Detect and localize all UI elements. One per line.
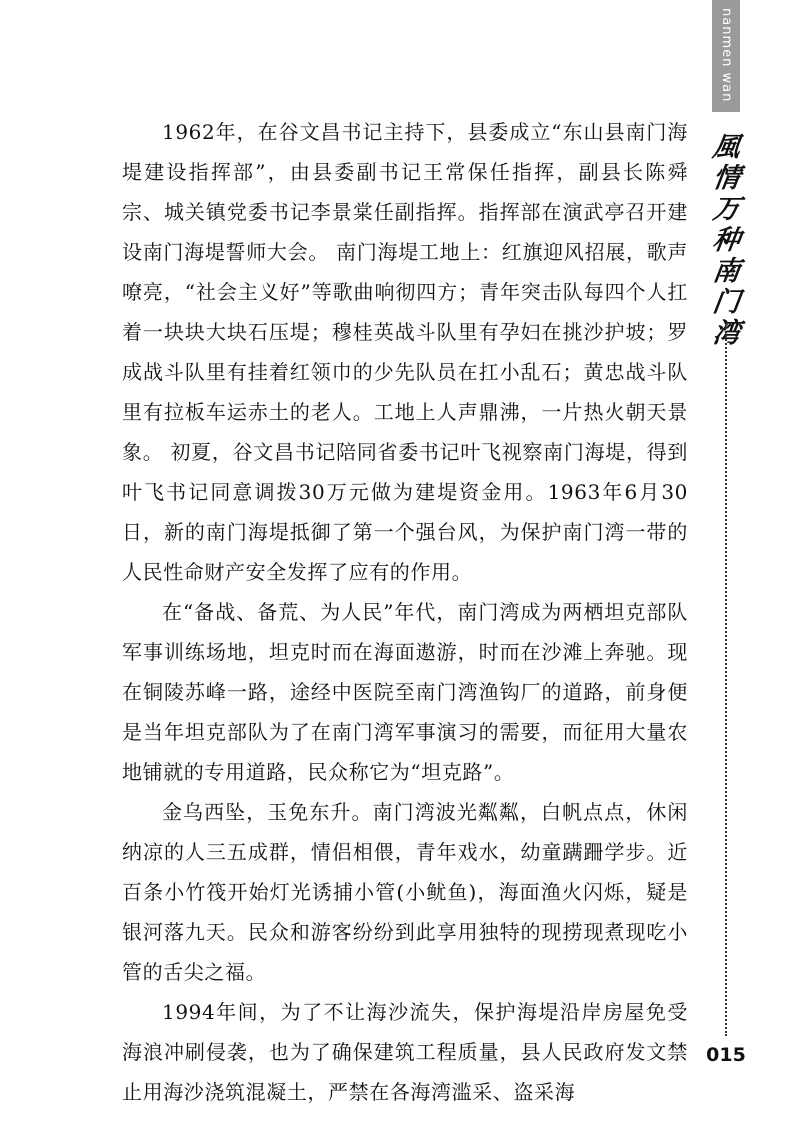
title-char: 湾: [710, 318, 742, 349]
title-char: 万: [710, 194, 742, 225]
body-text: [122, 112, 688, 1104]
title-char: 南: [710, 256, 742, 287]
dotted-divider: [725, 324, 727, 1036]
paragraph-2: 在“备战、备荒、为人民”年代，南门湾成为两栖坦克部队军事训练场地，坦克时而在海面遨游，时而在沙滩上奔驰。现在铜陵苏峰一路，途经中医院至南门湾渔钩厂的道路，前身便是当年坦克部队为了在南门湾军事演习的需要，而征用大量农地铺就的专用道路，民众称它为“坦克路”。: [122, 600, 688, 784]
chapter-title-vertical: [711, 132, 741, 349]
title-char: 情: [710, 163, 742, 194]
chapter-sidebar: [712, 0, 740, 1138]
paragraph-3: 金乌西坠，玉免东升。南门湾波光粼粼，白帆点点，休闲纳凉的人三五成群，情侣相偎，青年戏水，幼童蹒跚学步。近百条小竹筏开始灯光诱捕小管(小鱿鱼)，海面渔火闪烁，疑是银河落九天。民众和游客纷纷到此享用独特的现捞现煮现吃小管的舌尖之福。: [122, 800, 688, 984]
chapter-tab: [712, 0, 740, 112]
paragraph-4: 1994年间，为了不让海沙流失，保护海堤沿岸房屋免受海浪冲刷侵袭，也为了确保建筑工程质量，县人民政府发文禁止用海沙浇筑混凝土，严禁在各海湾滥采、盗采海: [122, 1000, 688, 1104]
paragraph-1: 1962年，在谷文昌书记主持下，县委成立“东山县南门海堤建设指挥部”，由县委副书记王常保任指挥，副县长陈舜宗、城关镇党委书记李景棠任副指挥。指挥部在演武亭召开建设南门海堤誓师大会。 南门海堤工地上：红旗迎风招展，歌声嘹亮，“社会主义好”等歌曲响彻四方；青年突击队每四个人扛着一块块大块石压堤；穆桂英战斗队里有孕妇在挑沙护坡；罗成战斗队里有挂着红领巾的少先队员在扛小乱石；黄忠战斗队里有拉板车运赤土的老人。工地上人声鼎沸，一片热火朝天景象。 初夏，谷文昌书记陪同省委书记叶飞视察南门海堤，得到叶飞书记同意调拨30万元做为建堤资金用。1963年6月30日，新的南门海堤抵御了第一个强台风，为保护南门湾一带的人民性命财产安全发挥了应有的作用。: [122, 120, 688, 584]
title-char: 门: [710, 287, 742, 318]
title-char: 种: [710, 225, 742, 256]
page-number: 015: [706, 1044, 746, 1066]
chapter-tab-text: nanmen wan: [719, 8, 734, 103]
title-char: 風: [710, 132, 742, 163]
